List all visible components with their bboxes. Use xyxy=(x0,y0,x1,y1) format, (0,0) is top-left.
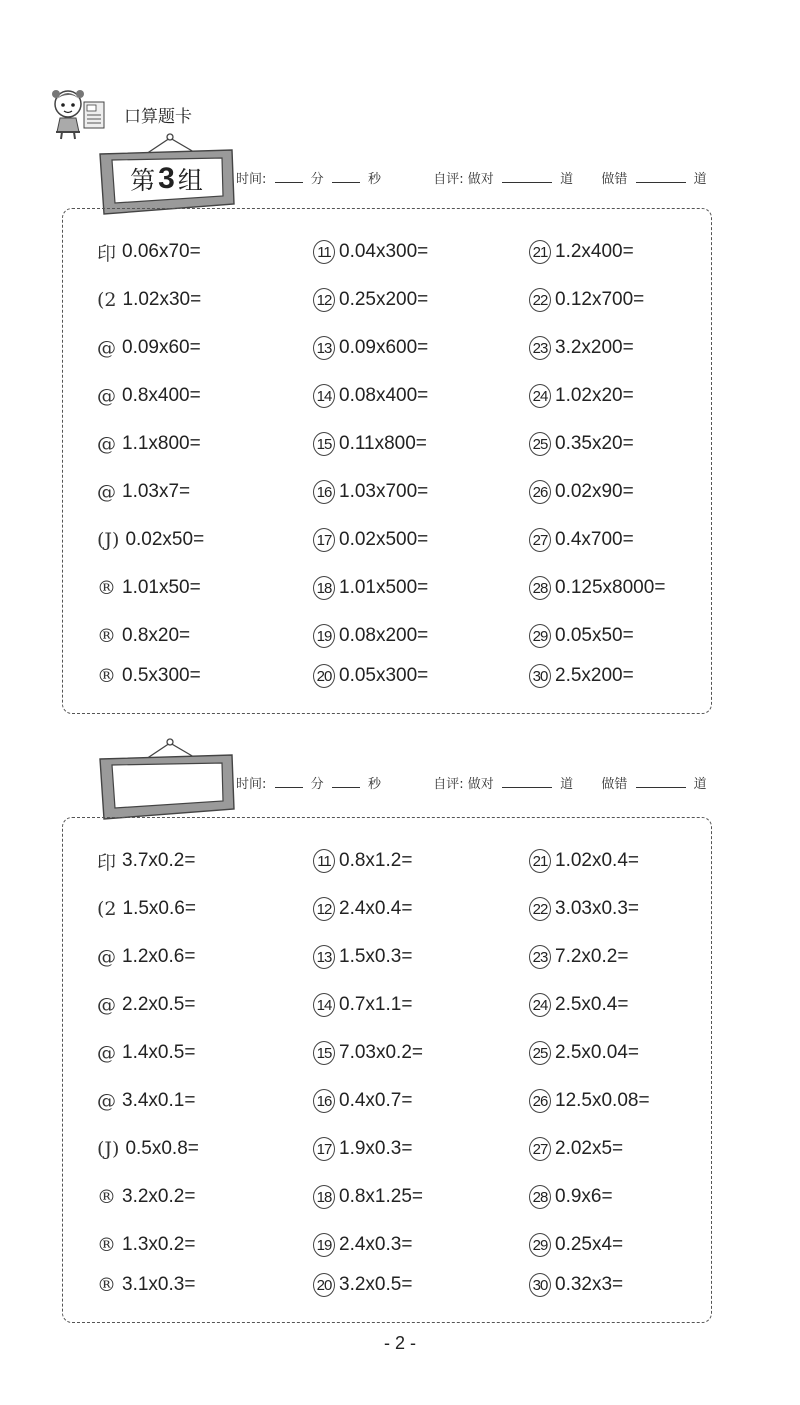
problem-item xyxy=(97,944,195,970)
problem-number-badge: 11 xyxy=(313,849,335,873)
problem-item xyxy=(529,663,634,689)
problem-group-2 xyxy=(62,735,714,1325)
problem-expression: 0.9x6= xyxy=(555,1186,613,1207)
problem-item xyxy=(97,1088,195,1114)
problem-marker: @ xyxy=(97,1042,116,1064)
second-label: 秒 xyxy=(367,172,381,187)
problem-item xyxy=(97,848,195,874)
problem-item xyxy=(313,1184,423,1210)
problem-expression: 1.02x20= xyxy=(555,385,634,406)
problem-marker: @ xyxy=(97,1090,116,1112)
problem-marker: @ xyxy=(97,433,116,455)
problem-expression: 1.02x30= xyxy=(122,289,202,310)
group-label xyxy=(112,157,222,201)
problem-marker: 印 xyxy=(97,851,117,874)
problem-number-badge: 30 xyxy=(529,664,551,688)
problem-item xyxy=(97,479,190,505)
problem-expression: 1.01x500= xyxy=(339,577,429,598)
problem-number-badge: 13 xyxy=(313,336,335,360)
problem-marker: ® xyxy=(97,1234,116,1256)
problem-number-badge: 26 xyxy=(529,1089,551,1113)
problem-number-badge: 21 xyxy=(529,240,551,264)
group-label-prefix: 第 xyxy=(130,166,157,195)
problem-item xyxy=(529,896,639,922)
minutes-blank[interactable] xyxy=(275,170,303,183)
problem-item xyxy=(529,1272,623,1298)
problem-item xyxy=(529,575,665,601)
problem-item xyxy=(313,383,428,409)
score-line xyxy=(236,773,707,792)
problem-expression: 1.1x800= xyxy=(122,433,201,454)
problem-item xyxy=(313,287,428,313)
problem-expression: 3.2x0.2= xyxy=(122,1186,196,1207)
problem-item xyxy=(529,335,634,361)
problem-expression: 0.8x400= xyxy=(122,385,201,406)
problem-item xyxy=(97,383,201,409)
problem-item xyxy=(313,1232,412,1258)
problem-expression: 3.2x200= xyxy=(555,337,634,358)
correct-count-blank[interactable] xyxy=(502,775,552,788)
problem-item xyxy=(97,1136,199,1162)
problem-marker: 印 xyxy=(97,242,117,265)
problem-expression: 3.4x0.1= xyxy=(122,1090,196,1111)
problem-number-badge: 16 xyxy=(313,480,335,504)
problem-item xyxy=(313,663,428,689)
problem-item xyxy=(313,575,428,601)
time-label: 时间: xyxy=(236,777,267,792)
problem-number-badge: 21 xyxy=(529,849,551,873)
problem-expression: 1.2x400= xyxy=(555,241,634,262)
wrong-count-blank[interactable] xyxy=(636,775,686,788)
seconds-blank[interactable] xyxy=(332,775,360,788)
problem-number-badge: 14 xyxy=(313,384,335,408)
problem-marker: @ xyxy=(97,337,116,359)
problem-item xyxy=(97,335,201,361)
problem-number-badge: 12 xyxy=(313,897,335,921)
problem-item xyxy=(313,623,428,649)
problem-expression: 0.12x700= xyxy=(555,289,645,310)
problem-marker: (J) xyxy=(97,1138,120,1160)
problem-number-badge: 16 xyxy=(313,1089,335,1113)
problem-number-badge: 25 xyxy=(529,1041,551,1065)
problem-expression: 0.08x400= xyxy=(339,385,429,406)
problem-expression: 2.4x0.3= xyxy=(339,1234,413,1255)
self-eval-label: 自评: 做对 xyxy=(433,172,494,187)
problem-item xyxy=(529,623,634,649)
problem-number-badge: 29 xyxy=(529,1233,551,1257)
problem-item xyxy=(529,1184,613,1210)
problem-item xyxy=(313,944,412,970)
problem-expression: 7.03x0.2= xyxy=(339,1042,423,1063)
problem-expression: 0.02x50= xyxy=(125,529,205,550)
problem-expression: 0.35x20= xyxy=(555,433,634,454)
problem-number-badge: 29 xyxy=(529,624,551,648)
problem-number-badge: 26 xyxy=(529,480,551,504)
problem-item xyxy=(97,623,190,649)
problem-expression: 1.03x7= xyxy=(122,481,191,502)
problem-item xyxy=(313,479,428,505)
problem-expression: 0.09x60= xyxy=(122,337,201,358)
problem-number-badge: 14 xyxy=(313,993,335,1017)
problem-item xyxy=(97,431,201,457)
problem-marker: (2 xyxy=(97,289,117,311)
problem-number-badge: 12 xyxy=(313,288,335,312)
problem-expression: 0.05x300= xyxy=(339,665,429,686)
problem-expression: 3.7x0.2= xyxy=(122,850,196,871)
problem-expression: 1.5x0.3= xyxy=(339,946,413,967)
problem-box xyxy=(62,817,712,1323)
problem-item xyxy=(313,335,428,361)
problem-expression: 1.01x50= xyxy=(122,577,201,598)
dao-label: 道 xyxy=(693,777,707,792)
problem-number-badge: 13 xyxy=(313,945,335,969)
problem-item xyxy=(529,479,634,505)
problem-expression: 3.03x0.3= xyxy=(555,898,639,919)
group-number: 3 xyxy=(158,162,176,195)
problem-expression: 0.06x70= xyxy=(122,241,201,262)
wrong-label: 做错 xyxy=(601,777,628,792)
problem-grid xyxy=(63,818,711,1322)
problem-number-badge: 28 xyxy=(529,576,551,600)
problem-expression: 0.04x300= xyxy=(339,241,429,262)
problem-expression: 0.05x50= xyxy=(555,625,634,646)
problem-item xyxy=(313,431,427,457)
problem-marker: ® xyxy=(97,577,116,599)
problem-number-badge: 27 xyxy=(529,528,551,552)
self-eval-label: 自评: 做对 xyxy=(433,777,494,792)
problem-grid xyxy=(63,209,711,713)
problem-number-badge: 18 xyxy=(313,576,335,600)
problem-expression: 1.9x0.3= xyxy=(339,1138,413,1159)
problem-item xyxy=(97,287,201,313)
problem-marker: ® xyxy=(97,665,116,687)
problem-expression: 0.8x20= xyxy=(122,625,191,646)
problem-expression: 7.2x0.2= xyxy=(555,946,629,967)
problem-expression: 2.2x0.5= xyxy=(122,994,196,1015)
seconds-blank[interactable] xyxy=(332,170,360,183)
problem-number-badge: 17 xyxy=(313,528,335,552)
minute-label: 分 xyxy=(310,172,324,187)
problem-number-badge: 25 xyxy=(529,432,551,456)
problem-number-badge: 11 xyxy=(313,240,335,264)
problem-number-badge: 23 xyxy=(529,945,551,969)
problem-expression: 0.32x3= xyxy=(555,1274,624,1295)
problem-item xyxy=(97,896,196,922)
problem-number-badge: 24 xyxy=(529,993,551,1017)
problem-number-badge: 22 xyxy=(529,897,551,921)
dao-label: 道 xyxy=(560,777,574,792)
page-title: 口算题卡 xyxy=(124,107,192,127)
problem-expression: 0.11x800= xyxy=(339,433,427,454)
problem-marker: (2 xyxy=(97,898,117,920)
second-label: 秒 xyxy=(367,777,381,792)
problem-expression: 12.5x0.08= xyxy=(555,1090,650,1111)
problem-expression: 1.2x0.6= xyxy=(122,946,196,967)
problem-number-badge: 30 xyxy=(529,1273,551,1297)
problem-item xyxy=(313,992,412,1018)
problem-item xyxy=(313,1136,412,1162)
problem-item xyxy=(97,1184,195,1210)
problem-item xyxy=(97,992,195,1018)
minutes-blank[interactable] xyxy=(275,775,303,788)
problem-item xyxy=(529,239,634,265)
problem-expression: 0.5x0.8= xyxy=(125,1138,199,1159)
problem-number-badge: 24 xyxy=(529,384,551,408)
problem-item xyxy=(97,527,204,553)
problem-marker: @ xyxy=(97,994,116,1016)
problem-expression: 0.09x600= xyxy=(339,337,429,358)
problem-item xyxy=(529,527,634,553)
problem-marker: (J) xyxy=(97,529,120,551)
problem-expression: 1.4x0.5= xyxy=(122,1042,196,1063)
problem-item xyxy=(313,1040,423,1066)
correct-count-blank[interactable] xyxy=(502,170,552,183)
problem-number-badge: 15 xyxy=(313,432,335,456)
problem-number-badge: 19 xyxy=(313,624,335,648)
problem-item xyxy=(97,663,201,689)
problem-expression: 2.5x0.04= xyxy=(555,1042,639,1063)
problem-expression: 1.03x700= xyxy=(339,481,429,502)
problem-expression: 1.02x0.4= xyxy=(555,850,639,871)
wrong-label: 做错 xyxy=(601,172,628,187)
problem-expression: 0.4x700= xyxy=(555,529,634,550)
problem-number-badge: 23 xyxy=(529,336,551,360)
problem-marker: @ xyxy=(97,946,116,968)
problem-item xyxy=(97,1040,195,1066)
problem-item xyxy=(313,896,412,922)
problem-item xyxy=(313,1272,412,1298)
problem-expression: 3.2x0.5= xyxy=(339,1274,413,1295)
problem-expression: 1.5x0.6= xyxy=(122,898,196,919)
problem-item xyxy=(529,431,634,457)
problem-item xyxy=(529,944,628,970)
problem-marker: ® xyxy=(97,1274,116,1296)
problem-item xyxy=(529,1232,623,1258)
problem-number-badge: 15 xyxy=(313,1041,335,1065)
problem-item xyxy=(529,383,634,409)
problem-group-1 xyxy=(62,130,714,716)
dao-label: 道 xyxy=(693,172,707,187)
problem-item xyxy=(97,1232,195,1258)
dao-label: 道 xyxy=(560,172,574,187)
problem-item xyxy=(529,1136,623,1162)
problem-expression: 2.5x200= xyxy=(555,665,634,686)
problem-expression: 2.5x0.4= xyxy=(555,994,629,1015)
problem-expression: 0.4x0.7= xyxy=(339,1090,413,1111)
problem-expression: 0.08x200= xyxy=(339,625,429,646)
problem-expression: 3.1x0.3= xyxy=(122,1274,196,1295)
problem-number-badge: 20 xyxy=(313,1273,335,1297)
problem-number-badge: 19 xyxy=(313,1233,335,1257)
problem-item xyxy=(313,1088,412,1114)
problem-item xyxy=(313,527,428,553)
problem-item xyxy=(97,1272,195,1298)
problem-marker: ® xyxy=(97,625,116,647)
minute-label: 分 xyxy=(310,777,324,792)
problem-box xyxy=(62,208,712,714)
wrong-count-blank[interactable] xyxy=(636,170,686,183)
problem-item xyxy=(97,575,201,601)
problem-number-badge: 17 xyxy=(313,1137,335,1161)
problem-item xyxy=(97,239,201,265)
problem-item xyxy=(313,239,428,265)
problem-item xyxy=(529,992,628,1018)
problem-expression: 0.8x1.25= xyxy=(339,1186,423,1207)
problem-number-badge: 20 xyxy=(313,664,335,688)
problem-expression: 0.5x300= xyxy=(122,665,201,686)
problem-expression: 0.25x4= xyxy=(555,1234,624,1255)
time-label: 时间: xyxy=(236,172,267,187)
problem-number-badge: 22 xyxy=(529,288,551,312)
problem-number-badge: 18 xyxy=(313,1185,335,1209)
problem-item xyxy=(313,848,412,874)
score-line xyxy=(236,168,707,187)
problem-expression: 2.02x5= xyxy=(555,1138,624,1159)
page-number: - 2 - xyxy=(383,1333,416,1353)
problem-marker: @ xyxy=(97,385,116,407)
problem-item xyxy=(529,287,644,313)
problem-expression: 1.3x0.2= xyxy=(122,1234,196,1255)
problem-number-badge: 28 xyxy=(529,1185,551,1209)
problem-expression: 0.125x8000= xyxy=(555,577,666,598)
problem-item xyxy=(529,1040,639,1066)
problem-number-badge: 27 xyxy=(529,1137,551,1161)
problem-marker: @ xyxy=(97,481,116,503)
problem-expression: 0.7x1.1= xyxy=(339,994,413,1015)
problem-expression: 0.02x500= xyxy=(339,529,429,550)
problem-expression: 0.8x1.2= xyxy=(339,850,413,871)
group-label-suffix: 组 xyxy=(177,166,204,195)
problem-expression: 0.02x90= xyxy=(555,481,634,502)
problem-expression: 2.4x0.4= xyxy=(339,898,413,919)
problem-item xyxy=(529,1088,650,1114)
problem-expression: 0.25x200= xyxy=(339,289,429,310)
problem-marker: ® xyxy=(97,1186,116,1208)
problem-item xyxy=(529,848,639,874)
